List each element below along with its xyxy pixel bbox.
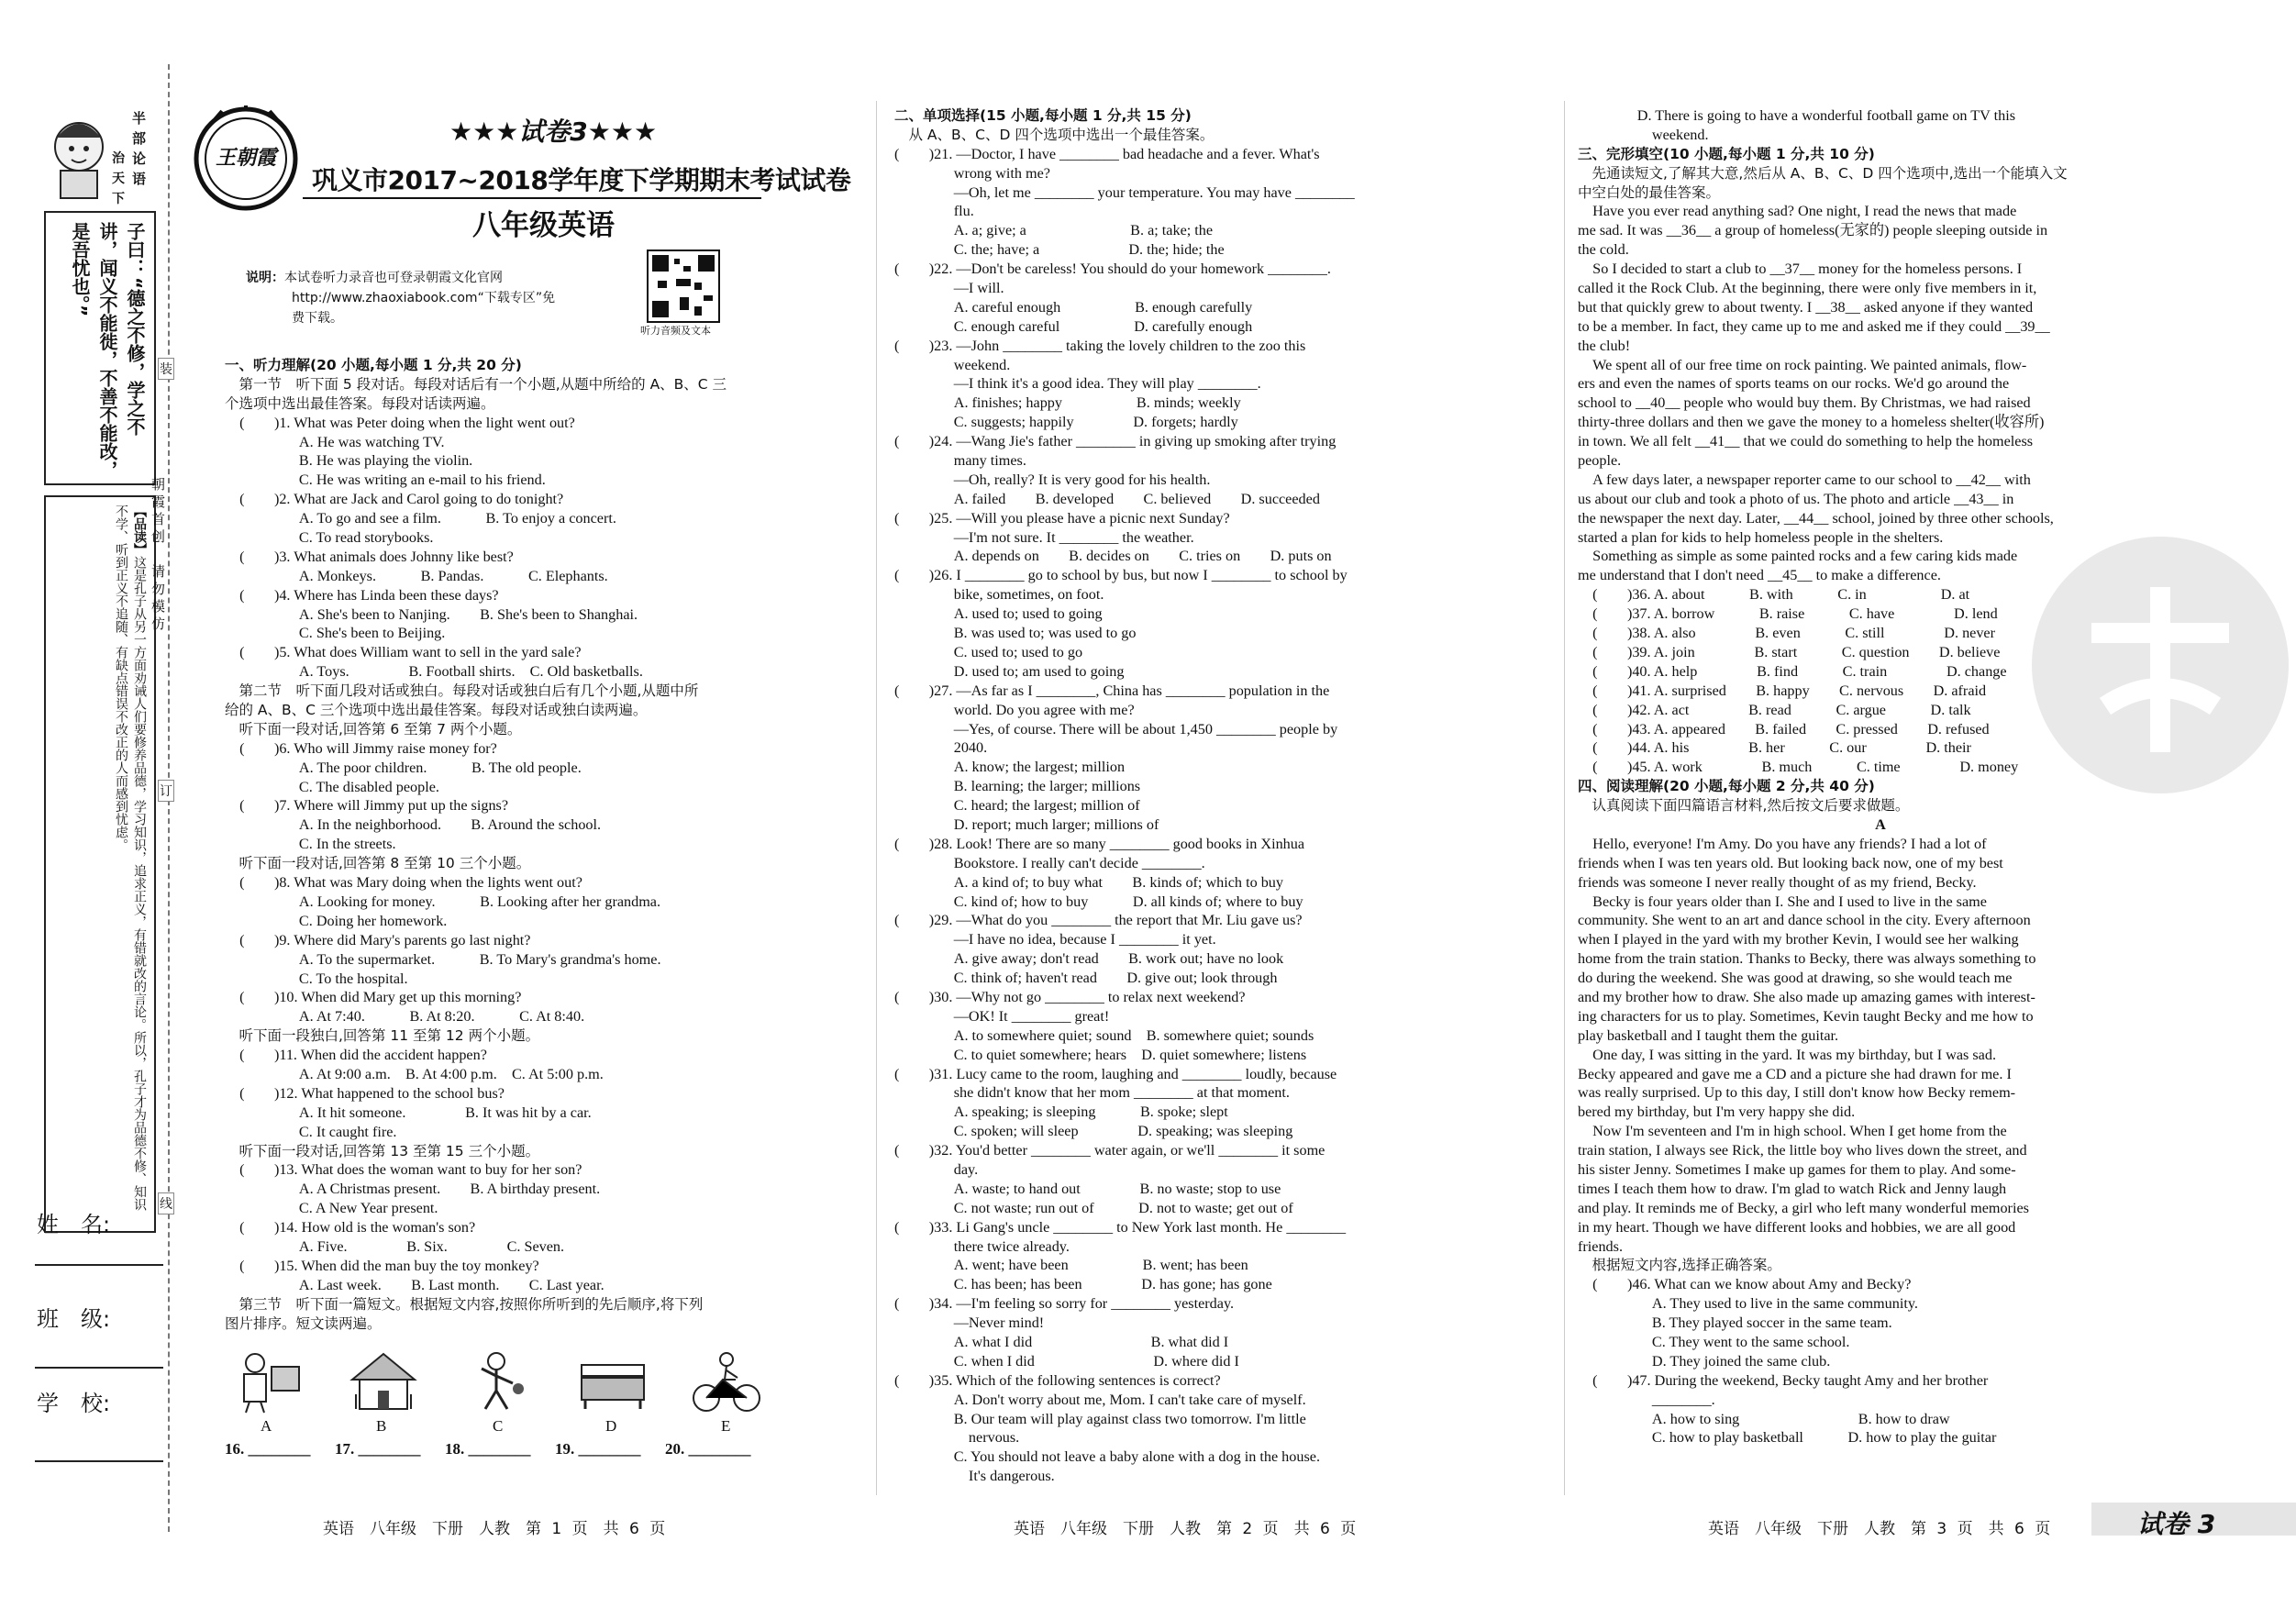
picture-label: A	[261, 1417, 272, 1435]
single-choice-section	[894, 106, 1518, 1486]
sofa-icon	[576, 1348, 649, 1414]
motto-vertical-2	[112, 149, 130, 209]
question-line: One day, I was sitting in the yard. It was my birthday, but I was sad.	[1578, 1046, 1997, 1063]
question-line: A. waste; to hand out B. no waste; stop to use	[894, 1180, 1281, 1197]
question-line: many times.	[894, 452, 1026, 470]
quote-line: 子曰：“德之不修，学之不	[124, 222, 146, 437]
corner-tag: 试卷 3	[2137, 1509, 2216, 1539]
watermark-seal	[2027, 532, 2293, 798]
question-line: ( )10. When did Mary get up this morning?	[225, 989, 522, 1006]
question-line: C. To the hospital.	[225, 970, 408, 987]
question-line: 2040.	[894, 739, 988, 757]
question-line: ( )7. Where will Jimmy put up the signs?	[225, 797, 509, 815]
instruction-line: 第三节 听下面一篇短文。根据短文内容,按照你所听到的先后顺序,将下列	[225, 1295, 704, 1313]
question-line: C. to quiet somewhere; hears D. quiet somewhere; listens	[894, 1046, 1307, 1063]
question-line: play basketball and I taught them the guitar.	[1578, 1026, 1839, 1044]
question-line: D. There is going to have a wonderful football game on TV this	[1578, 107, 2016, 124]
section-heading: 三、完形填空(10 小题,每小题 1 分,共 10 分)	[1578, 145, 1875, 162]
question-line: Something as simple as some painted rocks and a few caring kids made	[1578, 548, 2018, 565]
class-field[interactable]	[35, 1367, 163, 1369]
question-line: times I teach them how to draw. I'm glad to watch Rick and Jenny laugh	[1578, 1180, 2007, 1197]
question-line: A. A Christmas present. B. A birthday present.	[225, 1181, 601, 1198]
question-line: B. He was playing the violin.	[225, 452, 473, 470]
question-line: It's dangerous.	[894, 1468, 1055, 1485]
question-line: C. She's been to Beijing.	[225, 625, 446, 642]
question-line: B. learning; the larger; millions	[894, 778, 1141, 795]
question-line: C. To read storybooks.	[225, 529, 434, 547]
question-line: A. At 9:00 a.m. B. At 4:00 p.m. C. At 5:00 p.m.	[225, 1065, 604, 1082]
question-line: A few days later, a newspaper reporter came to our school to __42__ with	[1578, 471, 2031, 488]
question-line: day.	[894, 1160, 979, 1178]
question-line: C. suggests; happily D. forgets; hardly	[894, 414, 1238, 431]
question-line: D. They joined the same club.	[1578, 1352, 1831, 1370]
question-line: C. They went to the same school.	[1578, 1334, 1850, 1350]
motto-char: 治	[112, 151, 125, 166]
question-line: A. The poor children. B. The old people.	[225, 759, 582, 776]
question-line: C. has been; has been D. has gone; has gone	[894, 1276, 1272, 1293]
question-line: C. think of; haven't read D. give out; look through	[894, 970, 1278, 987]
question-line: A. give away; don't read B. work out; have no look	[894, 950, 1284, 968]
question-line: —Never mind!	[894, 1314, 1045, 1332]
question-line: A. depends on B. decides on C. tries on D. puts on	[894, 548, 1332, 565]
question-line: A. used to; used to going	[894, 605, 1103, 623]
comment-title: 【品读】	[132, 505, 147, 556]
question-line: C. spoken; will sleep D. speaking; was sleeping	[894, 1123, 1293, 1140]
question-line: ( )39. A. join B. start C. question D. believe	[1578, 643, 2001, 660]
question-line: —Oh, let me ________ your temperature. You may have ________	[894, 183, 1355, 201]
question-line: weekend.	[1578, 126, 1709, 143]
question-line: ( )15. When did the man buy the toy monkey?	[225, 1257, 539, 1274]
house-icon	[347, 1348, 420, 1414]
question-line: C. not waste; run out of D. not to waste; get out of	[894, 1199, 1293, 1216]
question-line: friends when I was ten years old. But looking back now, one of my best	[1578, 854, 2003, 871]
question-line: his sister Jenny. Sometimes I make up games for them to play. And some-	[1578, 1160, 2016, 1178]
question-line: C. when I did D. where did I	[894, 1352, 1239, 1370]
section-heading: 一、听力理解(20 小题,每小题 1 分,共 20 分)	[225, 357, 522, 373]
question-line: school to __40__ people who would buy them. By Christmas, we had raised	[1578, 394, 2031, 412]
picture-label: D	[605, 1417, 617, 1435]
logo	[193, 105, 299, 212]
quote-line: 是吾忧也。”	[69, 222, 91, 317]
question-line: ( )12. What happened to the school bus?	[225, 1084, 505, 1102]
note-label: 说明：	[246, 271, 284, 285]
question-line: ( )4. Where has Linda been these days?	[225, 586, 499, 604]
question-line: ( )24. —Wang Jie's father ________ in giving up smoking after trying	[894, 433, 1337, 450]
binding-word: 线	[158, 1192, 174, 1214]
question-line: community. She went to an art and dance school in the city. Every afternoon	[1578, 912, 2031, 929]
question-line: people.	[1578, 452, 1622, 470]
question-line: weekend.	[894, 356, 1011, 373]
question-line: ( )35. Which of the following sentences is correct?	[894, 1371, 1221, 1389]
question-line: A. a kind of; to buy what B. kinds of; which to buy	[894, 873, 1283, 891]
question-line: ( )11. When did the accident happen?	[225, 1047, 487, 1064]
comment-content	[112, 505, 149, 1220]
question-line: ( )8. What was Mary doing when the lights went out?	[225, 874, 582, 892]
picture-a	[231, 1348, 305, 1414]
question-line: do during the weekend. She was good at drawing, so she would teach me	[1578, 970, 2013, 987]
question-line: ( )29. —What do you ________ the report that Mr. Liu gave us?	[894, 912, 1303, 929]
question-line: ers and even the names of sports teams on our rocks. We'd go around the	[1578, 375, 2010, 393]
question-line: C. the; have; a D. the; hide; the	[894, 241, 1225, 259]
instruction-line: 第一节 听下面 5 段对话。每段对话后有一个小题,从题中所给的 A、B、C 三	[225, 375, 727, 393]
question-line: We spent all of our free time on rock painting. We painted animals, flow-	[1578, 356, 2027, 373]
instruction-line: 从 A、B、C、D 四个选项中选出一个最佳答案。	[894, 126, 1215, 143]
question-line: flu.	[894, 203, 974, 220]
binding-word: 装	[158, 358, 174, 380]
binding-word: 订	[158, 780, 174, 802]
question-line: ( )46. What can we know about Amy and Becky?	[1578, 1276, 1912, 1293]
question-line: wrong with me?	[894, 164, 1050, 182]
question-line: ( )43. A. appeared B. failed C. pressed D. refused	[1578, 720, 1990, 738]
question-line: C. how to play basketball D. how to play the guitar	[1578, 1429, 1997, 1447]
school-field[interactable]	[35, 1460, 163, 1462]
question-line: ( )6. Who will Jimmy raise money for?	[225, 739, 497, 757]
question-line: C. enough careful D. carefully enough	[894, 317, 1253, 335]
question-line: —Oh, really? It is very good for his health.	[894, 471, 1211, 488]
question-line: A. a; give; a B. a; take; the	[894, 222, 1214, 239]
question-line: A. careful enough B. enough carefully	[894, 298, 1253, 316]
page-footer: 英语 八年级 下册 人教 第 2 页 共 6 页	[1014, 1520, 1357, 1538]
quote-box	[44, 211, 156, 485]
question-line: nervous.	[894, 1429, 1020, 1447]
motto-char: 部	[132, 130, 147, 147]
question-line: A. In the neighborhood. B. Around the school.	[225, 816, 602, 834]
question-line: the newspaper the next day. Later, __44__ school, joined by three other schools,	[1578, 509, 2054, 527]
question-line: and my brother how to draw. She also made up amazing games with interest-	[1578, 988, 2035, 1005]
question-line: C. It caught fire.	[225, 1123, 397, 1140]
question-line: A. know; the largest; million	[894, 759, 1126, 776]
question-line: ( )32. You'd better ________ water again, or we'll ________ it some	[894, 1142, 1325, 1159]
question-line: us about our club and took a photo of us. The photo and article __43__ in	[1578, 490, 2014, 507]
picture-b	[347, 1348, 420, 1414]
question-line: A. Last week. B. Last month. C. Last year.	[225, 1276, 605, 1293]
question-line: C. The disabled people.	[225, 778, 439, 795]
picture-label: C	[493, 1417, 504, 1435]
question-line: ( )13. What does the woman want to buy for her son?	[225, 1161, 582, 1179]
question-line: A. Don't worry about me, Mom. I can't take care of myself.	[894, 1391, 1306, 1408]
quote-line: 讲，闻义不能徙，不善不能改，	[96, 222, 118, 479]
question-line: ( )41. A. surprised B. happy C. nervous D. afraid	[1578, 682, 1987, 699]
question-line: to be a member. In fact, they came up to me and asked me if they could __39__	[1578, 317, 2050, 335]
logo-text: 王朝霞	[215, 147, 276, 170]
question-line: train station, I always see Rick, the little boy who lives down the street, and	[1578, 1142, 2027, 1159]
question-line: C. Doing her homework.	[225, 912, 448, 929]
question-line: she didn't know that her mom ________ at that moment.	[894, 1084, 1290, 1102]
question-line: B. They played soccer in the same team.	[1578, 1314, 1892, 1332]
question-line: C. A New Year present.	[225, 1200, 438, 1217]
question-line: ( )40. A. help B. find C. train D. change	[1578, 662, 2007, 680]
question-line: the club!	[1578, 337, 1631, 354]
question-line: ( )21. —Doctor, I have ________ bad headache and a fever. What's	[894, 145, 1320, 162]
instruction-line: 听下面一段独白,回答第 11 至第 12 两个小题。	[225, 1027, 540, 1045]
instruction-line: 听下面一段对话,回答第 13 至第 15 三个小题。	[225, 1142, 540, 1159]
school-label: 学 校:	[37, 1391, 111, 1416]
question-line: ( )28. Look! There are so many ________ good books in Xinhua	[894, 835, 1305, 852]
paper-tag: ★★★试卷3★★★	[449, 116, 658, 147]
question-line: Becky appeared and gave me a CD and a picture she had drawn for me. I	[1578, 1065, 2012, 1082]
question-line: started a plan for kids to help homeless people in the shelters.	[1578, 528, 1944, 546]
note-text: 费下载。	[292, 311, 343, 326]
question-line: ( )36. A. about B. with C. in D. at	[1578, 586, 1970, 604]
question-line: D. report; much larger; millions of	[894, 815, 1159, 833]
question-line: me sad. It was __36__ a group of homeless(无家的) people sleeping outside in	[1578, 222, 2048, 239]
note-url[interactable]: http://www.zhaoxiabook.com“下载专区”免	[292, 291, 556, 305]
answer-blank[interactable]: 18. ________	[445, 1440, 531, 1458]
question-line: Becky is four years older than I. She and I used to live in the same	[1578, 893, 1987, 910]
instruction-line: 中空白处的最佳答案。	[1578, 183, 1721, 201]
question-line: ________.	[1578, 1391, 1715, 1408]
exam-title: 巩义市2017~2018学年度下学期期末考试试卷	[312, 165, 851, 195]
question-line: C. heard; the largest; million of	[894, 797, 1140, 815]
question-line: A. Looking for money. B. Looking after her grandma.	[225, 893, 661, 910]
question-line: ( )14. How old is the woman's son?	[225, 1219, 476, 1237]
kid-playing-icon	[463, 1348, 537, 1414]
question-line: C. He was writing an e-mail to his friend.	[225, 471, 546, 489]
instruction-line: 第二节 听下面几段对话或独白。每段对话或独白后有几个小题,从题中所	[225, 682, 699, 700]
question-line: —I have no idea, because I ________ it yet.	[894, 931, 1216, 948]
note-block	[246, 268, 649, 328]
qr-code-icon	[649, 251, 718, 321]
picture-label: E	[721, 1417, 731, 1435]
answer-blank[interactable]: 16. ________	[225, 1440, 311, 1458]
question-line: ( )30. —Why not go ________ to relax next weekend?	[894, 988, 1246, 1005]
question-line: ( )38. A. also B. even C. still D. never	[1578, 625, 1996, 642]
question-line: B. was used to; was used to go	[894, 625, 1137, 642]
answer-blank[interactable]: 19. ________	[555, 1440, 641, 1458]
instruction-line: 给的 A、B、C 三个选项中选出最佳答案。每段对话或独白读两遍。	[225, 702, 648, 719]
question-line: —I'm not sure. It ________ the weather.	[894, 528, 1194, 546]
question-line: —Yes, of course. There will be about 1,450 ________ people by	[894, 720, 1338, 738]
question-line: was really surprised. Up to this day, I still don't know how Becky remem-	[1578, 1084, 2016, 1102]
question-line: A. At 7:40. B. At 8:20. C. At 8:40.	[225, 1008, 585, 1026]
question-line: —I think it's a good idea. They will play ________.	[894, 375, 1261, 393]
picture-d	[576, 1348, 649, 1414]
motto-vertical	[132, 108, 154, 189]
question-line: friends.	[1578, 1237, 1623, 1255]
question-line: ( )42. A. act B. read C. argue D. talk	[1578, 701, 1971, 718]
question-line: ( )47. During the weekend, Becky taught Amy and her brother	[1578, 1371, 1989, 1389]
title-underline	[303, 197, 761, 199]
question-line: A. Monkeys. B. Pandas. C. Elephants.	[225, 567, 608, 584]
bicycle-rider-icon	[690, 1348, 763, 1414]
person-computer-icon	[231, 1348, 305, 1414]
question-line: ( )2. What are Jack and Carol going to do tonight?	[225, 491, 564, 508]
section-heading: 四、阅读理解(20 小题,每小题 2 分,共 40 分)	[1578, 778, 1875, 795]
question-line: bered my birthday, but I'm very happy she did.	[1578, 1103, 1856, 1121]
instruction-line: 先通读短文,了解其大意,然后从 A、B、C、D 四个选项中,选出一个能填入文	[1578, 164, 2068, 182]
question-line: A. It hit someone. B. It was hit by a car.	[225, 1103, 592, 1121]
question-line: ( )44. A. his B. her C. our D. their	[1578, 739, 1971, 757]
question-line: home from the train station. Thanks to Becky, there was always something to	[1578, 950, 2036, 968]
question-line: ( )5. What does William want to sell in the yard sale?	[225, 644, 582, 661]
question-line: and play. It reminds me of Becky, a girl who left many wonderful memories	[1578, 1199, 2029, 1216]
question-line: Hello, everyone! I'm Amy. Do you have any friends? I had a lot of	[1578, 835, 1987, 852]
question-line: ( )25. —Will you please have a picnic next Sunday?	[894, 509, 1230, 527]
instruction-line: 根据短文内容,选择正确答案。	[1578, 1257, 1781, 1274]
question-line: ( )34. —I'm feeling so sorry for ________ yesterday.	[894, 1295, 1235, 1313]
picture-c	[463, 1348, 537, 1414]
question-line: A. To go and see a film. B. To enjoy a concert.	[225, 510, 616, 527]
question-line: C. used to; used to go	[894, 643, 1083, 660]
qr-code[interactable]	[647, 250, 720, 323]
question-line: ( )23. —John ________ taking the lovely children to the zoo this	[894, 337, 1306, 354]
question-line: C. In the streets.	[225, 836, 396, 853]
instruction-line: 图片排序。短文读两遍。	[225, 1314, 382, 1332]
question-line: A. He was watching TV.	[225, 433, 445, 450]
question-line: A. Toys. B. Football shirts. C. Old basketballs.	[225, 663, 643, 681]
picture-label: B	[376, 1417, 387, 1435]
question-line: ( )37. A. borrow B. raise C. have D. lend	[1578, 605, 1998, 623]
question-line: ( )3. What animals does Johnny like best?	[225, 548, 514, 565]
question-line: in town. We all felt __41__ that we could do something to help the homeless	[1578, 433, 2034, 450]
motto-char: 论	[132, 150, 147, 167]
question-line: thirty-three dollars and then we gave the money to a homeless shelter(收容所)	[1578, 414, 2045, 431]
question-line: me understand that I don't need __45__ to make a difference.	[1578, 567, 1941, 584]
question-line: ( )9. Where did Mary's parents go last night?	[225, 931, 531, 948]
quote-text	[66, 222, 149, 479]
question-line: A. To the supermarket. B. To Mary's grandma's home.	[225, 950, 661, 968]
listening-section	[225, 356, 775, 1333]
question-line: Now I'm seventeen and I'm in high school. When I get home from the	[1578, 1123, 2007, 1140]
question-line: A. to somewhere quiet; sound B. somewhere quiet; sounds	[894, 1026, 1314, 1044]
question-line: ( )31. Lucy came to the room, laughing and ________ loudly, because	[894, 1065, 1337, 1082]
motto-char: 下	[112, 192, 125, 206]
question-line: world. Do you agree with me?	[894, 701, 1135, 718]
qr-caption: 听力音频及文本	[640, 325, 711, 337]
question-line: A. failed B. developed C. believed D. succeeded	[894, 490, 1320, 507]
question-line: C. kind of; how to buy D. all kinds of; where to buy	[894, 893, 1303, 910]
question-line: A. speaking; is sleeping B. spoke; slept	[894, 1103, 1228, 1121]
question-line: ( )1. What was Peter doing when the light went out?	[225, 414, 575, 431]
question-line: when I played in the yard with my brother Kevin, I would see her walking	[1578, 931, 2019, 948]
instruction-line: 听下面一段对话,回答第 8 至第 10 三个小题。	[225, 855, 531, 872]
watermark-seal-icon	[2027, 532, 2293, 798]
question-line: but that quickly grew to about twenty. I __38__ asked anyone if they wanted	[1578, 298, 2034, 316]
subject-title: 八年级英语	[472, 209, 615, 242]
instruction-line: 听下面一段对话,回答第 6 至第 7 两个小题。	[225, 720, 522, 738]
section-heading: 二、单项选择(15 小题,每小题 1 分,共 15 分)	[894, 107, 1192, 124]
picture-e	[690, 1348, 763, 1414]
question-line: D. used to; am used to going	[894, 662, 1125, 680]
instruction-line: 认真阅读下面四篇语言材料,然后按文后要求做题。	[1578, 797, 1910, 815]
question-line: A. what I did B. what did I	[894, 1334, 1229, 1350]
question-line: Have you ever read anything sad? One night, I read the news that made	[1578, 203, 2017, 220]
question-line: C. You should not leave a baby alone with a dog in the house.	[894, 1448, 1320, 1466]
question-line: B. Our team will play against class two tomorrow. I'm little	[894, 1410, 1306, 1427]
question-line: the cold.	[1578, 241, 1629, 259]
question-line: A. Five. B. Six. C. Seven.	[225, 1237, 565, 1255]
question-line: called it the Rock Club. At the beginning, there were only five members in it,	[1578, 280, 2037, 297]
name-field[interactable]	[35, 1264, 163, 1266]
question-line: Bookstore. I really can't decide ________.	[894, 854, 1205, 871]
question-line: friends was someone I never really thought of as my friend, Becky.	[1578, 873, 1977, 891]
motto-char: 半	[132, 110, 147, 127]
question-line: A. went; have been B. went; has been	[894, 1257, 1248, 1274]
answer-blank[interactable]: 20. ________	[665, 1440, 751, 1458]
question-line: A. They used to live in the same community.	[1578, 1295, 1918, 1313]
motto-char: 天	[112, 172, 125, 186]
question-line: ( )27. —As far as I ________, China has ________ population in the	[894, 682, 1330, 699]
question-line: —OK! It ________ great!	[894, 1007, 1110, 1025]
question-line: A. how to sing B. how to draw	[1578, 1410, 1950, 1427]
page-footer: 英语 八年级 下册 人教 第 1 页 共 6 页	[323, 1520, 666, 1538]
column-divider	[876, 101, 877, 1495]
question-line: So I decided to start a club to __37__ money for the homeless persons. I	[1578, 261, 2023, 278]
motto-char: 语	[132, 171, 147, 187]
comment-box	[44, 495, 156, 1233]
question-line: A. finishes; happy B. minds; weekly	[894, 394, 1241, 412]
question-line: ( )26. I ________ go to school by bus, but now I ________ to school by	[894, 567, 1348, 584]
question-line: bike, sometimes, on foot.	[894, 586, 1104, 604]
comment-text: 这是孔子从另一方面劝诫人们要修养品德，学习知识，追求正义，有错就改的言论。所以，孔子才为品德不修、知识不学、听到正义不追随、有缺点错误不改正的人而感到忧虑。	[114, 505, 147, 1211]
instruction-line: 个选项中选出最佳答案。每段对话读两遍。	[225, 394, 495, 412]
question-line: ( )33. Li Gang's uncle ________ to New York last month. He ________	[894, 1218, 1347, 1236]
question-line: ( )45. A. work B. much C. time D. money	[1578, 759, 2019, 776]
page-footer: 英语 八年级 下册 人教 第 3 页 共 6 页	[1708, 1520, 2051, 1538]
class-label: 班 级:	[37, 1306, 111, 1332]
name-label: 姓 名:	[37, 1212, 111, 1237]
column-divider	[1564, 101, 1565, 1495]
question-line: there twice already.	[894, 1237, 1070, 1255]
question-line: ( )22. —Don't be careless! You should do your homework ________.	[894, 261, 1331, 278]
question-line: in my heart. Though we have different looks and hobbies, we are all good	[1578, 1218, 2016, 1236]
notice-vertical: 朝霞首创 请勿模仿	[150, 477, 166, 634]
question-line: ing characters for us to play. Sometimes, Kevin taught Becky and me how to	[1578, 1007, 2034, 1025]
left-sidebar	[26, 64, 163, 1532]
answer-blank[interactable]: 17. ________	[335, 1440, 421, 1458]
note-text: 本试卷听力录音也可登录朝霞文化官网	[284, 271, 503, 285]
question-line: A. She's been to Nanjing. B. She's been to Shanghai.	[225, 605, 638, 623]
question-line: A	[1875, 815, 1886, 833]
question-line: —I will.	[894, 280, 1004, 297]
